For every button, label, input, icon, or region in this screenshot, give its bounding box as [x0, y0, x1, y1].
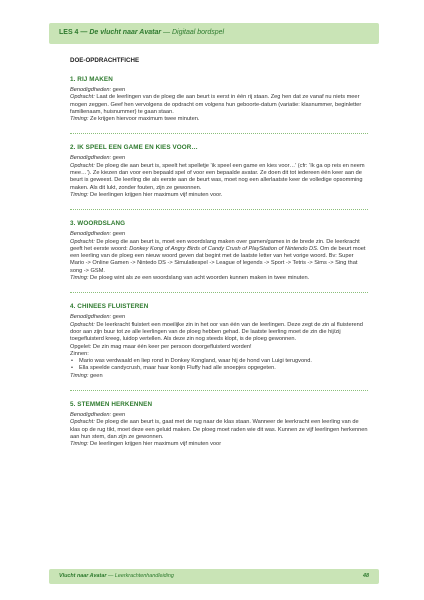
benodigdheden-line: Benodigdheden: geen	[70, 231, 126, 238]
section-stemmen-herkennen	[70, 401, 368, 448]
opdracht-text: Opdracht: De leerkracht fluistert een moeilijke zin in het oor van één van de leerlingen. Deze zegt de zin al fluisterend door aan zijn buur tot ze alle leerlingen van de ploeg hebben gehad. De laatste leerling moet de zin die hij/zij toegefluisterd kreeg, luidop vertellen. Als deze zin nog steeds klopt, is de ploeg gewonnen.	[70, 321, 363, 343]
footer-title: Vlucht naar Avatar	[59, 573, 107, 579]
timing-line: Timing: De leerlingen krijgen hier maximum vijf minuten voor	[70, 441, 222, 448]
section-title: 3. WOORDSLANG	[70, 220, 126, 228]
list-item: • Mario was verdwaald en liep rond in Donkey Kongland, waar hij de hond van Luigi terugvond.	[70, 358, 368, 365]
page-number: 48	[363, 573, 369, 579]
footer-subtitle: — Leerkrachtenhandleiding	[107, 573, 174, 579]
section-ik-speel-een-game	[70, 144, 368, 199]
timing-line: Timing: geen	[70, 372, 103, 379]
timing-line: Timing: De ploeg wint als ze een woordslang van acht woorden kunnen maken in twee minuten.	[70, 275, 310, 282]
opdracht-text: Opdracht: De ploeg die aan beurt is, moet een woordslang maken over gamen/games in de brede zin. De leerkracht geeft het eerste woord: Donkey Kong of Angry Birds of Candy Crush of PlayStation of Nintendo DS. Om de beurt moet een leerling van de ploeg een nieuw woord geven dat begint met de laatste letter van het vorige woord. Bv: Super Mario -> Online Gamen -> Nintedo DS -> Simulatiespel -> League of legends -> Sport -> Tetris -> Sims -> Sing that song -> GSM.	[70, 238, 366, 274]
zinnen-label: Zinnen:	[70, 350, 89, 357]
lesson-number: LES 4 —	[59, 29, 88, 36]
opgelet-note: Opgelet: De zin mag maar één keer per persoon doorgefluisterd worden!	[70, 343, 252, 350]
opdracht-text: Opdracht: De ploeg die aan beurt is, gaat met de rug naar de klas staan. Wanneer de leerkracht een leerling van de klas op de rug tikt, moet deze een geluid maken. De ploeg moet raden wie dit was. Kunnen ze vijf leerlingen herkennen aan hun stem, dan zijn ze gewonnen.	[70, 419, 368, 440]
section-title: 5. STEMMEN HERKENNEN	[70, 401, 153, 409]
document-title: DOE-OPDRACHTFICHE	[70, 57, 140, 64]
opdracht-text: Opdracht: De ploeg die aan beurt is, speelt het spelletje ‘ik speel een game en kies voor…’ (cfr: ‘Ik ga op reis en neem mee…’). Ze kiezen dan voor een bepaald spel of voor een bepaalde avatar. Ze doen dit tot iedereen één keer aan de beurt is geweest. De leerling die als eerste aan de beurt was, moet nog een allerlaatste keer de volledige opsomming maken. Als dit lukt, zonder fouten, zijn ze gewonnen.	[70, 162, 365, 191]
section-divider	[70, 390, 368, 391]
section-title: 1. RIJ MAKEN	[70, 76, 113, 83]
lesson-subtitle: — Digitaal bordspel	[163, 29, 225, 36]
benodigdheden-line: Benodigdheden: geen	[70, 314, 126, 321]
section-title: 2. IK SPEEL EEN GAME EN KIES VOOR…	[70, 144, 198, 152]
zinnen-list	[70, 358, 368, 373]
opdracht-text: Opdracht: Laat de leerlingen van de ploeg die aan beurt is eerst in één rij staan. Zeg hen dat ze vanaf nu niets meer mogen zeggen. Geef hen vervolgens de opdracht om volgens hun geboorte-datum (variatie: klasnummer, beginletter familienaam, huisnummer) te gaan staan.	[70, 94, 362, 115]
lesson-title: De vlucht naar Avatar	[89, 29, 162, 36]
timing-line: Timing: Ze krijgen hiervoor maximum twee minuten.	[70, 116, 200, 123]
timing-line: Timing: De leerlingen krijgen hier maximum vijf minuten voor.	[70, 191, 223, 198]
benodigdheden-line: Benodigdheden: geen	[70, 412, 126, 419]
benodigdheden-line: Benodigdheden: geen	[70, 155, 126, 162]
page-footer	[49, 569, 379, 584]
game-examples: Donkey Kong of Angry Birds of Candy Crush of PlayStation of Nintendo DS	[129, 245, 317, 252]
section-title: 4. CHINEES FLUISTEREN	[70, 303, 149, 311]
section-divider	[70, 209, 368, 210]
section-chinees-fluisteren	[70, 303, 368, 380]
section-woordslang	[70, 220, 368, 282]
list-item: • Ella speelde candycrush, maar haar konijn Fluffy had alle snoepjes opgegeten.	[70, 365, 368, 372]
section-divider	[70, 133, 368, 134]
document-body	[70, 57, 368, 459]
section-rij-maken	[70, 76, 368, 123]
benodigdheden-line: Benodigdheden: geen	[70, 87, 126, 93]
section-divider	[70, 292, 368, 293]
lesson-header	[49, 23, 379, 44]
